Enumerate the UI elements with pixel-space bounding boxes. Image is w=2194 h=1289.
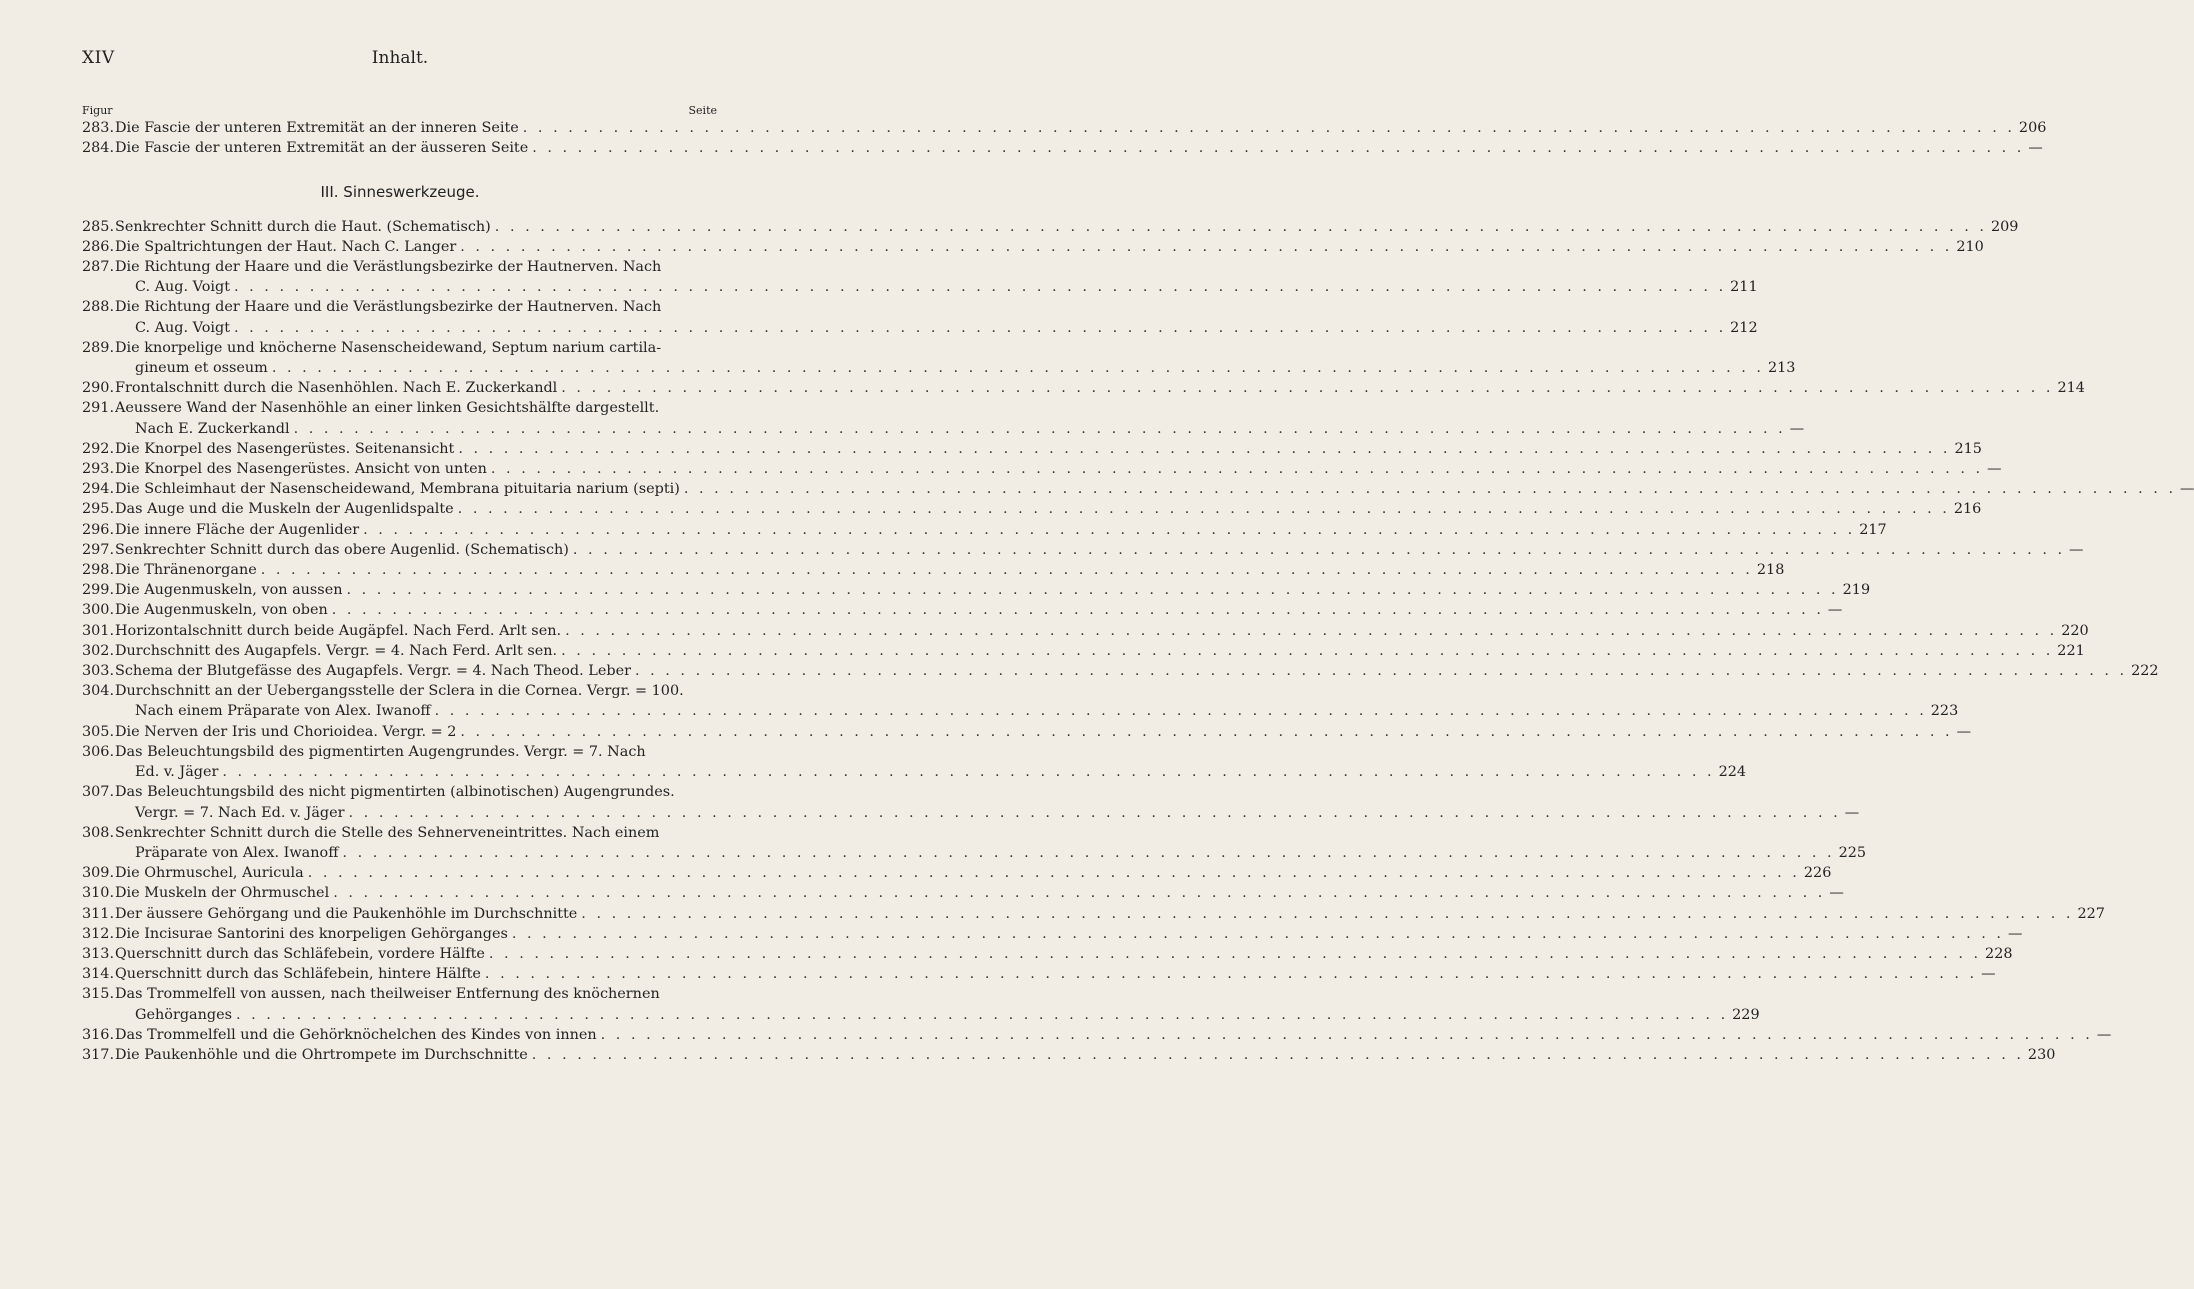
figure-number: 317.	[82, 1046, 115, 1063]
toc-entry	[82, 661, 2159, 681]
entry-line	[115, 924, 2023, 944]
dot-leader	[272, 360, 1764, 376]
toc-entry	[82, 782, 1860, 822]
figure-number: 301.	[82, 622, 115, 639]
page-ref: 217	[1859, 521, 1887, 538]
entry-text: Nach E. Zuckerkandl	[135, 420, 290, 437]
entry-line	[115, 540, 2084, 560]
entry-text: Die Fascie der unteren Extremität an der inneren Seite	[115, 120, 519, 136]
figure-number: 294.	[82, 481, 115, 498]
entry-text: Die Nerven der Iris und Chorioidea. Vergr. = 2	[115, 723, 457, 740]
toc-entry	[82, 439, 1982, 459]
entry-line: Die knorpelige und knöcherne Nasenscheidewand, Septum narium cartila-	[115, 339, 662, 356]
dot-leader	[346, 582, 1838, 598]
dot-leader	[333, 885, 1825, 901]
figure-number: 286.	[82, 238, 115, 255]
page-ref: 215	[1954, 440, 1982, 457]
page-ref: 216	[1953, 501, 1982, 518]
toc-entry	[82, 499, 1982, 519]
figure-number: 296.	[82, 521, 115, 538]
column-header-page: Seite	[688, 104, 717, 117]
entry-line	[115, 1005, 1760, 1025]
entry-text: Vergr. = 7. Nach Ed. v. Jäger	[135, 804, 345, 821]
figure-number: 315.	[82, 986, 115, 1003]
figure-number: 293.	[82, 461, 115, 478]
figure-number: 290.	[82, 380, 115, 397]
entry-text: Frontalschnitt durch die Nasenhöhlen. Nach E. Zuckerkandl	[115, 380, 558, 397]
entry-line	[115, 904, 2105, 924]
entry-line: Die Richtung der Haare und die Verästlungsbezirke der Hautnerven. Nach	[115, 259, 662, 276]
dot-leader	[523, 120, 2015, 136]
page-ref: —	[1829, 885, 1844, 902]
dot-leader	[495, 219, 1987, 235]
page-number: XIV	[82, 48, 115, 68]
contents-list	[82, 118, 2194, 1065]
entry-text: gineum et osseum	[135, 360, 268, 377]
dot-leader	[342, 845, 1834, 861]
page-ref: 226	[1803, 865, 1832, 882]
entry-text: Das Trommelfell und die Gehörknöchelchen des Kindes von innen	[115, 1026, 597, 1043]
page-ref: 206	[2018, 120, 2047, 136]
page-ref: —	[2008, 925, 2023, 942]
page-ref: 211	[1730, 279, 1758, 296]
dot-leader	[485, 966, 1977, 982]
entry-text: Die Schleimhaut der Nasenscheidewand, Membrana pituitaria narium (septi)	[115, 481, 680, 498]
entry-line: Durchschnitt an der Uebergangsstelle der Sclera in die Cornea. Vergr. = 100.	[115, 683, 684, 700]
dot-leader	[458, 501, 1950, 517]
toc-entry	[82, 722, 1971, 742]
entry-line	[115, 621, 2089, 641]
dot-leader	[222, 764, 1714, 780]
toc-entry	[82, 398, 1805, 438]
page-title: Inhalt.	[371, 48, 429, 68]
figure-number: 306.	[82, 743, 115, 760]
toc-entry	[82, 681, 1959, 721]
entry-text: Senkrechter Schnitt durch die Haut. (Schematisch)	[115, 218, 491, 235]
dot-leader	[684, 481, 2176, 497]
page-ref: —	[1789, 420, 1805, 437]
entry-line	[115, 762, 1747, 782]
toc-entry	[82, 257, 1758, 297]
entry-line: Aeussere Wand der Nasenhöhle an einer linken Gesichtshälfte dargestellt.	[115, 400, 660, 417]
dot-leader	[460, 724, 1952, 740]
figure-number: 299.	[82, 582, 115, 599]
page-ref: 218	[1756, 562, 1785, 579]
entry-line	[115, 964, 1996, 984]
entry-text: Nach einem Präparate von Alex. Iwanoff	[135, 703, 431, 720]
page-ref: —	[2028, 140, 2043, 157]
dot-leader	[489, 946, 1981, 962]
figure-number: 304.	[82, 683, 115, 700]
toc-entry	[82, 944, 2013, 964]
entry-line	[115, 358, 1796, 378]
entry-text: Die Knorpel des Nasengerüstes. Seitenansicht	[115, 440, 455, 457]
entry-line	[115, 217, 2019, 237]
figure-number: 308.	[82, 824, 115, 841]
dot-leader	[332, 602, 1824, 618]
entry-line	[115, 944, 2013, 964]
entry-text: Der äussere Gehörgang und die Paukenhöhle im Durchschnitte	[115, 905, 578, 922]
dot-leader	[236, 1007, 1728, 1023]
entry-line	[115, 318, 1758, 338]
entry-text: Senkrechter Schnitt durch das obere Augenlid. (Schematisch)	[115, 541, 569, 558]
dot-leader	[573, 542, 2065, 558]
figure-number: 295.	[82, 501, 115, 518]
page-ref: 212	[1730, 319, 1758, 336]
entry-line	[115, 863, 1832, 883]
entry-line	[115, 722, 1971, 742]
dot-leader	[460, 239, 1952, 255]
page-ref: 213	[1767, 360, 1796, 377]
entry-text: Die Augenmuskeln, von aussen	[115, 582, 343, 599]
toc-entry	[82, 641, 2085, 661]
toc-entry	[82, 338, 1796, 378]
dot-leader	[234, 279, 1726, 295]
page-ref: 223	[1930, 703, 1959, 720]
toc-entry	[82, 924, 2023, 944]
entry-text: Schema der Blutgefässe des Augapfels. Vergr. = 4. Nach Theod. Leber	[115, 663, 631, 680]
entry-line	[115, 459, 2002, 479]
entry-line	[115, 1045, 2056, 1065]
dot-leader	[581, 906, 2073, 922]
entry-line	[115, 237, 1984, 257]
toc-entry	[82, 580, 1871, 600]
entry-line	[115, 1025, 2112, 1045]
dot-leader	[561, 643, 2053, 659]
page-ref: —	[2096, 1026, 2112, 1043]
page-ref: 230	[2027, 1046, 2056, 1063]
toc-entry	[82, 883, 1844, 903]
entry-line	[115, 701, 1959, 721]
page-ref: 210	[1956, 238, 1984, 255]
page-ref: 209	[1990, 218, 2019, 235]
toc-entry	[82, 459, 2002, 479]
toc-entry	[82, 378, 2085, 398]
dot-leader	[635, 663, 2127, 679]
dot-leader	[294, 421, 1786, 437]
page-ref: 228	[1985, 945, 2013, 962]
entry-text: Querschnitt durch das Schläfebein, hintere Hälfte	[115, 966, 481, 983]
toc-entry	[82, 520, 1887, 540]
entry-line	[115, 641, 2085, 661]
dot-leader	[308, 865, 1800, 881]
toc-entry	[82, 904, 2105, 924]
entry-line	[115, 580, 1871, 600]
dot-leader	[349, 805, 1841, 821]
toc-entry	[82, 479, 2194, 499]
figure-number: 303.	[82, 663, 115, 680]
entry-text: C. Aug. Voigt	[135, 279, 230, 296]
page-ref: —	[1981, 966, 1996, 983]
page-ref: 224	[1718, 764, 1747, 781]
figure-number: 312.	[82, 925, 115, 942]
page-ref: —	[2069, 541, 2084, 558]
figure-number: 292.	[82, 440, 115, 457]
figure-number: 285.	[82, 218, 115, 235]
page-ref: —	[1844, 804, 1860, 821]
entry-text: Präparate von Alex. Iwanoff	[135, 844, 339, 861]
entry-line: Das Beleuchtungsbild des nicht pigmentirten (albinotischen) Augengrundes.	[115, 784, 675, 801]
entry-line	[115, 378, 2085, 398]
entry-line	[115, 661, 2159, 681]
toc-entry	[82, 600, 1843, 620]
entry-line	[115, 479, 2194, 499]
page-ref: 227	[2077, 905, 2105, 922]
figure-number: 307.	[82, 784, 115, 801]
running-head	[80, 48, 720, 72]
page-ref: 225	[1838, 844, 1867, 861]
page-ref: 220	[2061, 622, 2089, 639]
dot-leader	[532, 1047, 2024, 1063]
entry-line	[115, 883, 1844, 903]
entry-line: Das Trommelfell von aussen, nach theilweiser Entfernung des knöchernen	[115, 986, 660, 1003]
entry-text: Die Augenmuskeln, von oben	[115, 602, 328, 619]
toc-entry	[82, 823, 1867, 863]
dot-leader	[532, 140, 2024, 156]
figure-number: 311.	[82, 905, 115, 922]
entry-text: Die Thränenorgane	[115, 562, 257, 579]
toc-entry	[82, 621, 2089, 641]
toc-entry	[82, 1045, 2056, 1065]
figure-number: 284.	[82, 140, 115, 157]
figure-number: 298.	[82, 562, 115, 579]
entry-line	[115, 520, 1887, 540]
entry-line	[115, 499, 1982, 519]
page-ref: 214	[2057, 380, 2085, 397]
toc-entry	[82, 217, 2019, 237]
dot-leader	[491, 461, 1983, 477]
entry-text: Gehörganges	[135, 1006, 232, 1023]
entry-text: Die Paukenhöhle und die Ohrtrompete im Durchschnitte	[115, 1046, 528, 1063]
figure-number: 313.	[82, 945, 115, 962]
entry-text: Die Spaltrichtungen der Haut. Nach C. Langer	[115, 238, 457, 255]
toc-entry	[82, 863, 1832, 883]
page-ref: 221	[2057, 642, 2085, 659]
entry-line	[115, 803, 1860, 823]
entry-text: Das Auge und die Muskeln der Augenlidspalte	[115, 501, 454, 518]
entry-line	[115, 439, 1982, 459]
figure-number: 305.	[82, 723, 115, 740]
dot-leader	[512, 926, 2004, 942]
entry-text: Horizontalschnitt durch beide Augäpfel. Nach Ferd. Arlt sen.	[115, 622, 562, 639]
entry-text: Die Incisurae Santorini des knorpeligen Gehörganges	[115, 925, 508, 942]
entry-text: Die Ohrmuschel, Auricula	[115, 865, 304, 882]
toc-entry	[82, 984, 1760, 1024]
dot-leader	[601, 1027, 2093, 1043]
section-heading: III. Sinneswerkzeuge.	[320, 183, 480, 202]
entry-text: Die Knorpel des Nasengerüstes. Ansicht von unten	[115, 461, 487, 478]
page-ref: —	[1956, 723, 1971, 740]
figure-number: 287.	[82, 259, 115, 276]
toc-entry	[82, 237, 1984, 257]
page-ref: —	[1827, 602, 1843, 619]
entry-text: Durchschnitt des Augapfels. Vergr. = 4. Nach Ferd. Arlt sen.	[115, 642, 558, 659]
column-header-figure: Figur	[82, 104, 113, 117]
page-ref: 219	[1842, 582, 1871, 599]
figure-number: 297.	[82, 541, 115, 558]
toc-entry	[82, 964, 1996, 984]
dot-leader	[261, 562, 1753, 578]
entry-text: Die Fascie der unteren Extremität an der äusseren Seite	[115, 140, 529, 157]
entry-line	[115, 600, 1843, 620]
entry-line	[115, 843, 1867, 863]
figure-number: 288.	[82, 299, 115, 316]
figure-number: 291.	[82, 400, 115, 417]
figure-number: 302.	[82, 642, 115, 659]
entry-line: Das Beleuchtungsbild des pigmentirten Augengrundes. Vergr. = 7. Nach	[115, 743, 646, 760]
toc-entry	[82, 1025, 2112, 1045]
toc-entry	[82, 742, 1747, 782]
entry-line: Die Richtung der Haare und die Verästlungsbezirke der Hautnerven. Nach	[115, 299, 662, 316]
dot-leader	[561, 380, 2053, 396]
entry-line	[115, 277, 1758, 297]
dot-leader	[565, 623, 2057, 639]
toc-entry	[82, 118, 2047, 138]
figure-number: 309.	[82, 865, 115, 882]
dot-leader	[363, 522, 1855, 538]
page-ref: —	[1987, 461, 2002, 478]
entry-text: Querschnitt durch das Schläfebein, vordere Hälfte	[115, 945, 485, 962]
dot-leader	[458, 441, 1950, 457]
entry-line	[115, 560, 1785, 580]
entry-text: C. Aug. Voigt	[135, 319, 230, 336]
entry-line	[115, 419, 1805, 439]
dot-leader	[435, 703, 1927, 719]
toc-entry	[82, 560, 1785, 580]
toc-entry	[82, 297, 1758, 337]
entry-line: Senkrechter Schnitt durch die Stelle des Sehnerveneintrittes. Nach einem	[115, 824, 660, 841]
entry-line	[115, 138, 2043, 158]
page-ref: —	[2180, 481, 2194, 498]
toc-entry	[82, 540, 2084, 560]
figure-number: 289.	[82, 339, 115, 356]
figure-number: 310.	[82, 885, 115, 902]
page-ref: 229	[1732, 1006, 1760, 1023]
figure-number: 314.	[82, 966, 115, 983]
toc-entry	[82, 138, 2043, 158]
page-ref: 222	[2131, 663, 2159, 680]
entry-line	[115, 118, 2047, 138]
figure-number: 283.	[82, 120, 115, 136]
dot-leader	[234, 320, 1726, 336]
figure-number: 300.	[82, 602, 115, 619]
entry-text: Ed. v. Jäger	[135, 764, 219, 781]
entry-text: Die innere Fläche der Augenlider	[115, 521, 360, 538]
entry-text: Die Muskeln der Ohrmuschel	[115, 885, 330, 902]
figure-number: 316.	[82, 1026, 115, 1043]
